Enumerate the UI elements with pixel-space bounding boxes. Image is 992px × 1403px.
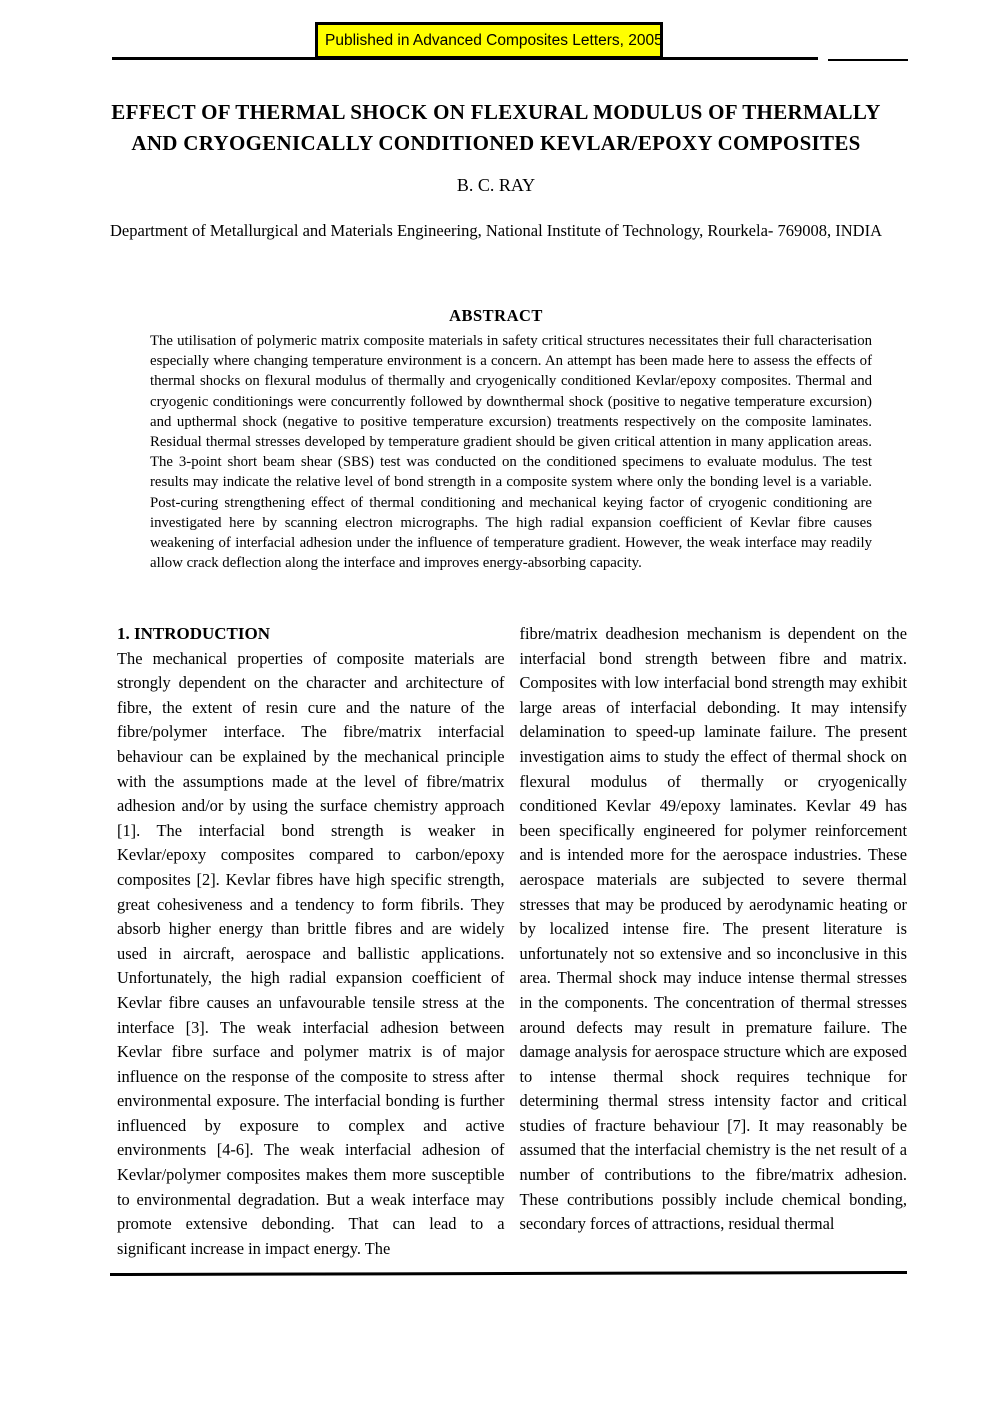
two-column-body (117, 622, 907, 1261)
introduction-heading: 1. INTRODUCTION (117, 624, 271, 643)
abstract-heading: ABSTRACT (449, 306, 543, 325)
paper-title-line2: AND CRYOGENICALLY CONDITIONED KEVLAR/EPOXY COMPOSITES (131, 131, 861, 155)
bottom-horizontal-rule (110, 1271, 907, 1276)
introduction-left-column-text: The mechanical properties of composite materials are strongly dependent on the character and architecture of fibre, the extent of resin cure and the nature of the fibre/polymer interface. The fibre/matrix interfacial behaviour can be explained by the mechanical principle with the assumptions made at the level of fibre/matrix adhesion and/or by using the surface chemistry approach [1]. The interfacial bond strength is weaker in Kevlar/epoxy composites compared to carbon/epoxy composites [2]. Kevlar fibres have high specific strength, great cohesiveness and a tendency to form fibrils. They absorb higher energy than brittle fibres and are widely used in aircraft, aerospace and ballistic applications. Unfortunately, the high radial expansion coefficient of Kevlar fibre causes an unfavourable tensile stress at the interface [3]. The weak interfacial adhesion between Kevlar fibre surface and polymer matrix is of major influence on the response of the composite to stress after environmental exposure. The interfacial bonding is further influenced by exposure to complex and active environments [4-6]. The weak interfacial adhesion of Kevlar/polymer composites makes them more susceptible to environmental degradation. But a weak interface may promote extensive debonding. That can lead to a significant increase in impact energy. The (117, 648, 505, 1258)
abstract-body: The utilisation of polymeric matrix composite materials in safety critical structures necessitates their full characterisation especially where changing temperature environment is a concern. An attempt has been made here to assess the effects of thermal shocks on flexural modulus of thermally and cryogenically conditioned Kevlar/epoxy composites. Thermal and cryogenic conditionings were concurrently followed by downthermal shock (positive to negative temperature excursion) and upthermal shock (negative to positive temperature excursion) treatments respectively on the composite laminates. Residual thermal stresses developed by temperature gradient should be given critical attention in many application areas. The 3-point short beam shear (SBS) test was conducted on the conditioned specimens to evaluate modulus. The test results may indicate the relative level of bond strength in a composite system where only the bonding level is a variable. Post-curing strengthening effect of thermal conditioning and mechanical keying factor of cryogenic conditioning are investigated here by scanning electron micrographs. The high radial expansion coefficient of Kevlar fibre causes weakening of interfacial adhesion under the influence of temperature gradient. However, the weak interface may readily allow crack deflection along the interface and improves energy-absorbing capacity. (150, 333, 872, 572)
author-affiliation: Department of Metallurgical and Materials Engineering, National Institute of Technology, Rourkela- 769008, INDIA (110, 221, 882, 240)
paper-title (0, 97, 992, 159)
introduction-right-column-text: fibre/matrix deadhesion mechanism is dependent on the interfacial bond strength between fibre and matrix. Composites with low interfacial bond strength may exhibit large areas of interfacial debonding. It may intensify delamination to speed-up laminate failure. The present investigation aims to study the effect of thermal shock on flexural modulus of thermally or cryogenically conditioned Kevlar 49/epoxy laminates. Kevlar 49 has been specifically engineered for polymer reinforcement and is intended more for the aerospace industries. These aerospace materials are subjected to severe thermal stresses that may be produced by aerodynamic heating or by localized intense fire. The present literature is unfortunately not so extensive and so inconclusive in this area. Thermal shock may induce intense thermal stresses in the components. The concentration of thermal stresses around defects may result in premature failure. The damage analysis for aerospace structure which are exposed to intense thermal shock requires technique for determining thermal stress intensity factor and critical studies of fracture behaviour [7]. It may reasonably be assumed that the interfacial chemistry is the net result of a number of contributions to the fibre/matrix adhesion. These contributions possibly include chemical bonding, secondary forces of attractions, residual thermal (519, 624, 907, 1234)
published-banner-text: Published in Advanced Composites Letters, 2005 (325, 31, 663, 49)
top-horizontal-rule-right (828, 59, 908, 61)
right-column (520, 622, 908, 1261)
published-banner (315, 22, 663, 59)
left-column (117, 622, 505, 1261)
author-name: B. C. RAY (456, 175, 536, 195)
paper-title-line1: EFFECT OF THERMAL SHOCK ON FLEXURAL MODULUS OF THERMALLY (111, 100, 881, 124)
